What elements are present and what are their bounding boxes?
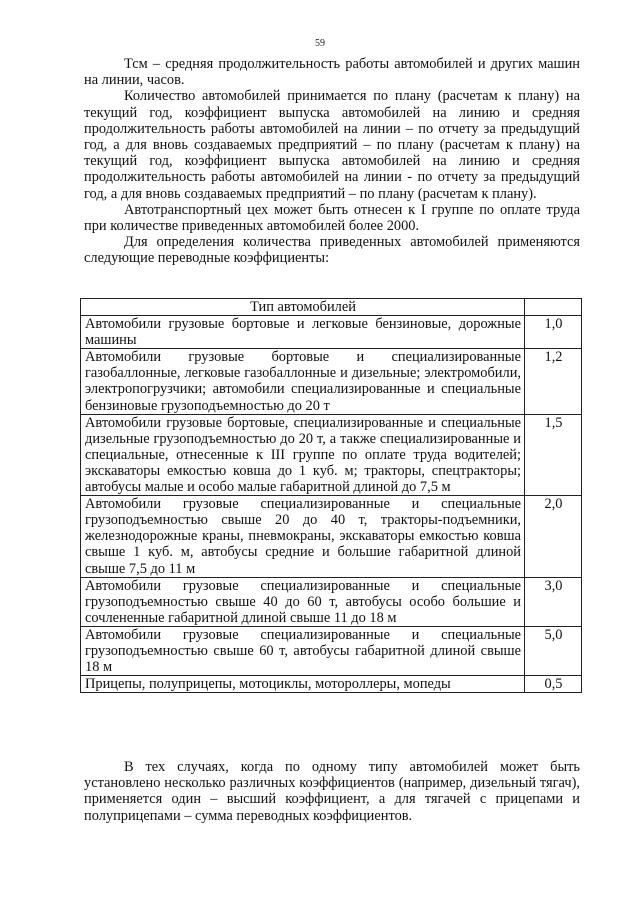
paragraph: Количество автомобилей принимается по плану (расчетам к плану) на текущий год, коэффициент выпуска автомобилей на линию и средняя продолжительность работы автомобилей на линии – по отчету за предыдущий год, а для вновь создаваемых предприятий – по плану (расчетам к плану) на текущий год, коэффициент выпуска автомобилей на линию и средняя продолжительность работы автомобилей на линии - по отчету за предыдущий год, а для вновь создаваемых предприятий – по плану (расчетам к плану). <box>84 88 580 202</box>
header-coefficient <box>525 299 582 316</box>
coefficient-cell: 1,5 <box>525 414 582 495</box>
header-vehicle-type: Тип автомобилей <box>81 299 525 316</box>
coefficient-cell: 1,2 <box>525 349 582 414</box>
coefficient-cell: 0,5 <box>525 676 582 693</box>
coefficient-cell: 2,0 <box>525 496 582 577</box>
table-row <box>81 414 582 495</box>
vehicle-type-cell: Автомобили грузовые бортовые и специализированные газобаллонные, легковые газобаллонные и дизельные; электромобили, электропогрузчики; автомобили специализированные и специальные бензиновые грузоподъемностью до 20 т <box>81 349 525 414</box>
vehicle-type-cell: Автомобили грузовые специализированные и специальные грузоподъемностью свыше 20 до 40 т, тракторы-подъемники, железнодорожные краны, пневмокраны, экскаваторы емкостью ковша свыше 1 куб. м, автобусы средние и большие габаритной длиной свыше 7,5 до 11 м <box>81 496 525 577</box>
table-row <box>81 676 582 693</box>
table-row <box>81 496 582 577</box>
table-row <box>81 577 582 626</box>
coefficient-cell: 1,0 <box>525 316 582 349</box>
table-header-row <box>81 299 582 316</box>
intro-text <box>84 56 580 267</box>
table-row <box>81 626 582 675</box>
paragraph: Автотранспортный цех может быть отнесен к I группе по оплате труда при количестве приведенных автомобилей более 2000. <box>84 201 580 235</box>
paragraph: Тсм – средняя продолжительность работы автомобилей и других машин на линии, часов. <box>84 56 580 89</box>
coefficient-cell: 3,0 <box>525 577 582 626</box>
vehicle-type-cell: Автомобили грузовые специализированные и специальные грузоподъемностью свыше 60 т, автобусы габаритной длиной свыше 18 м <box>81 626 525 675</box>
outro-text <box>84 759 580 824</box>
vehicle-type-cell: Автомобили грузовые бортовые и легковые бензиновые, дорожные машины <box>81 316 525 349</box>
coefficient-cell: 5,0 <box>525 626 582 675</box>
table-row <box>81 316 582 349</box>
vehicle-type-cell: Автомобили грузовые бортовые, специализированные и специальные дизельные грузоподъемностью до 20 т, а также специализированные и специальные, отнесенные к III группе по оплате труда водителей; экскаваторы емкостью ковша до 1 куб. м; тракторы, спецтракторы; автобусы малые и особо малые габаритной длиной до 7,5 м <box>81 414 525 495</box>
paragraph: В тех случаях, когда по одному типу автомобилей может быть установлено несколько различных коэффициентов (например, дизельный тягач), применяется один – высший коэффициент, а для тягачей с прицепами и полуприцепами – сумма переводных коэффициентов. <box>84 759 580 824</box>
paragraph: Для определения количества приведенных автомобилей применяются следующие переводные коэффициенты: <box>84 234 580 267</box>
table-row <box>81 349 582 414</box>
vehicle-type-cell: Автомобили грузовые специализированные и специальные грузоподъемностью свыше 40 до 60 т, автобусы особо большие и сочлененные габаритной длиной свыше 11 до 18 м <box>81 577 525 626</box>
page-number: 59 <box>315 38 325 49</box>
vehicle-type-cell: Прицепы, полуприцепы, мотоциклы, мотороллеры, мопеды <box>81 676 525 693</box>
coefficient-table <box>80 298 582 693</box>
